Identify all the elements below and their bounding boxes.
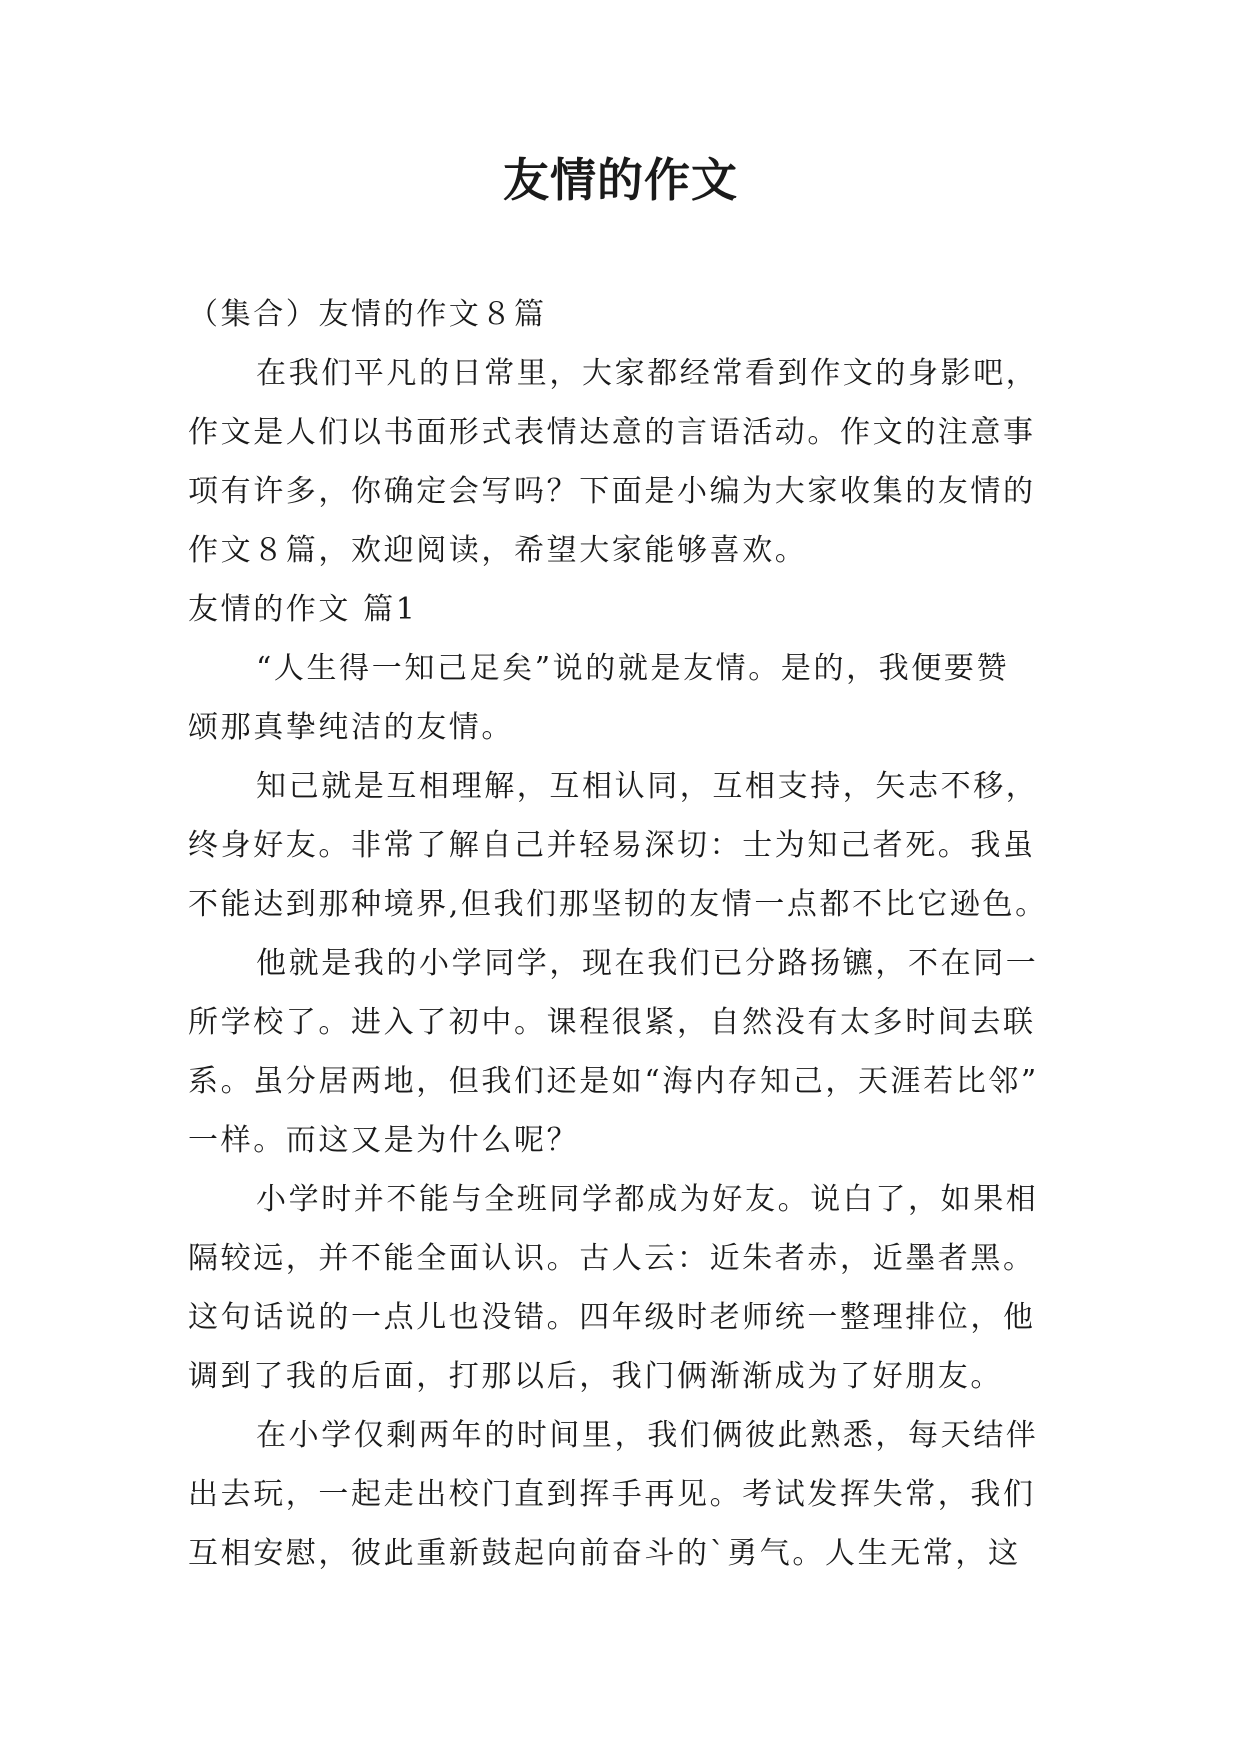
- document-body: [188, 285, 1058, 1583]
- text-line: 友情的作文 篇1: [188, 592, 418, 627]
- document-title: 友情的作文: [503, 153, 738, 207]
- text-line: 系。虽分居两地，但我们还是如“海内存知己，天涯若比邻”: [188, 1064, 1039, 1099]
- text-line: 知己就是互相理解，互相认同，互相支持，矢志不移，: [256, 769, 1039, 804]
- text-line: 他就是我的小学同学，现在我们已分路扬镳，不在同一: [256, 946, 1039, 981]
- text-line: 一样。而这又是为什么呢？: [188, 1123, 580, 1158]
- text-line: （集合）友情的作文８篇: [188, 297, 547, 332]
- text-line: 项有许多，你确定会写吗？下面是小编为大家收集的友情的: [188, 474, 1036, 509]
- text-line: “人生得一知己足矣”说的就是友情。是的，我便要赞: [256, 651, 1010, 686]
- text-line: 作文８篇，欢迎阅读，希望大家能够喜欢。: [188, 533, 808, 568]
- text-line: 不能达到那种境界,但我们那坚韧的友情一点都不比它逊色。: [188, 887, 1048, 922]
- text-line: 出去玩，一起走出校门直到挥手再见。考试发挥失常，我们: [188, 1477, 1036, 1512]
- text-line: 颂那真挚纯洁的友情。: [188, 710, 514, 745]
- text-line: 这句话说的一点儿也没错。四年级时老师统一整理排位，他: [188, 1300, 1036, 1335]
- text-line: 小学时并不能与全班同学都成为好友。说白了，如果相: [256, 1182, 1039, 1217]
- text-line: 所学校了。进入了初中。课程很紧，自然没有太多时间去联: [188, 1005, 1036, 1040]
- text-line: 在我们平凡的日常里，大家都经常看到作文的身影吧，: [256, 356, 1039, 391]
- text-line: 调到了我的后面，打那以后，我门俩渐渐成为了好朋友。: [188, 1359, 1003, 1394]
- text-line: 在小学仅剩两年的时间里，我们俩彼此熟悉，每天结伴: [256, 1418, 1039, 1453]
- text-line: 隔较远，并不能全面认识。古人云：近朱者赤，近墨者黑。: [188, 1241, 1036, 1276]
- text-line: 作文是人们以书面形式表情达意的言语活动。作文的注意事: [188, 415, 1036, 450]
- text-line: 互相安慰，彼此重新鼓起向前奋斗的`勇气。人生无常，这: [188, 1536, 1021, 1571]
- text-line: 终身好友。非常了解自己并轻易深切：士为知己者死。我虽: [188, 828, 1036, 863]
